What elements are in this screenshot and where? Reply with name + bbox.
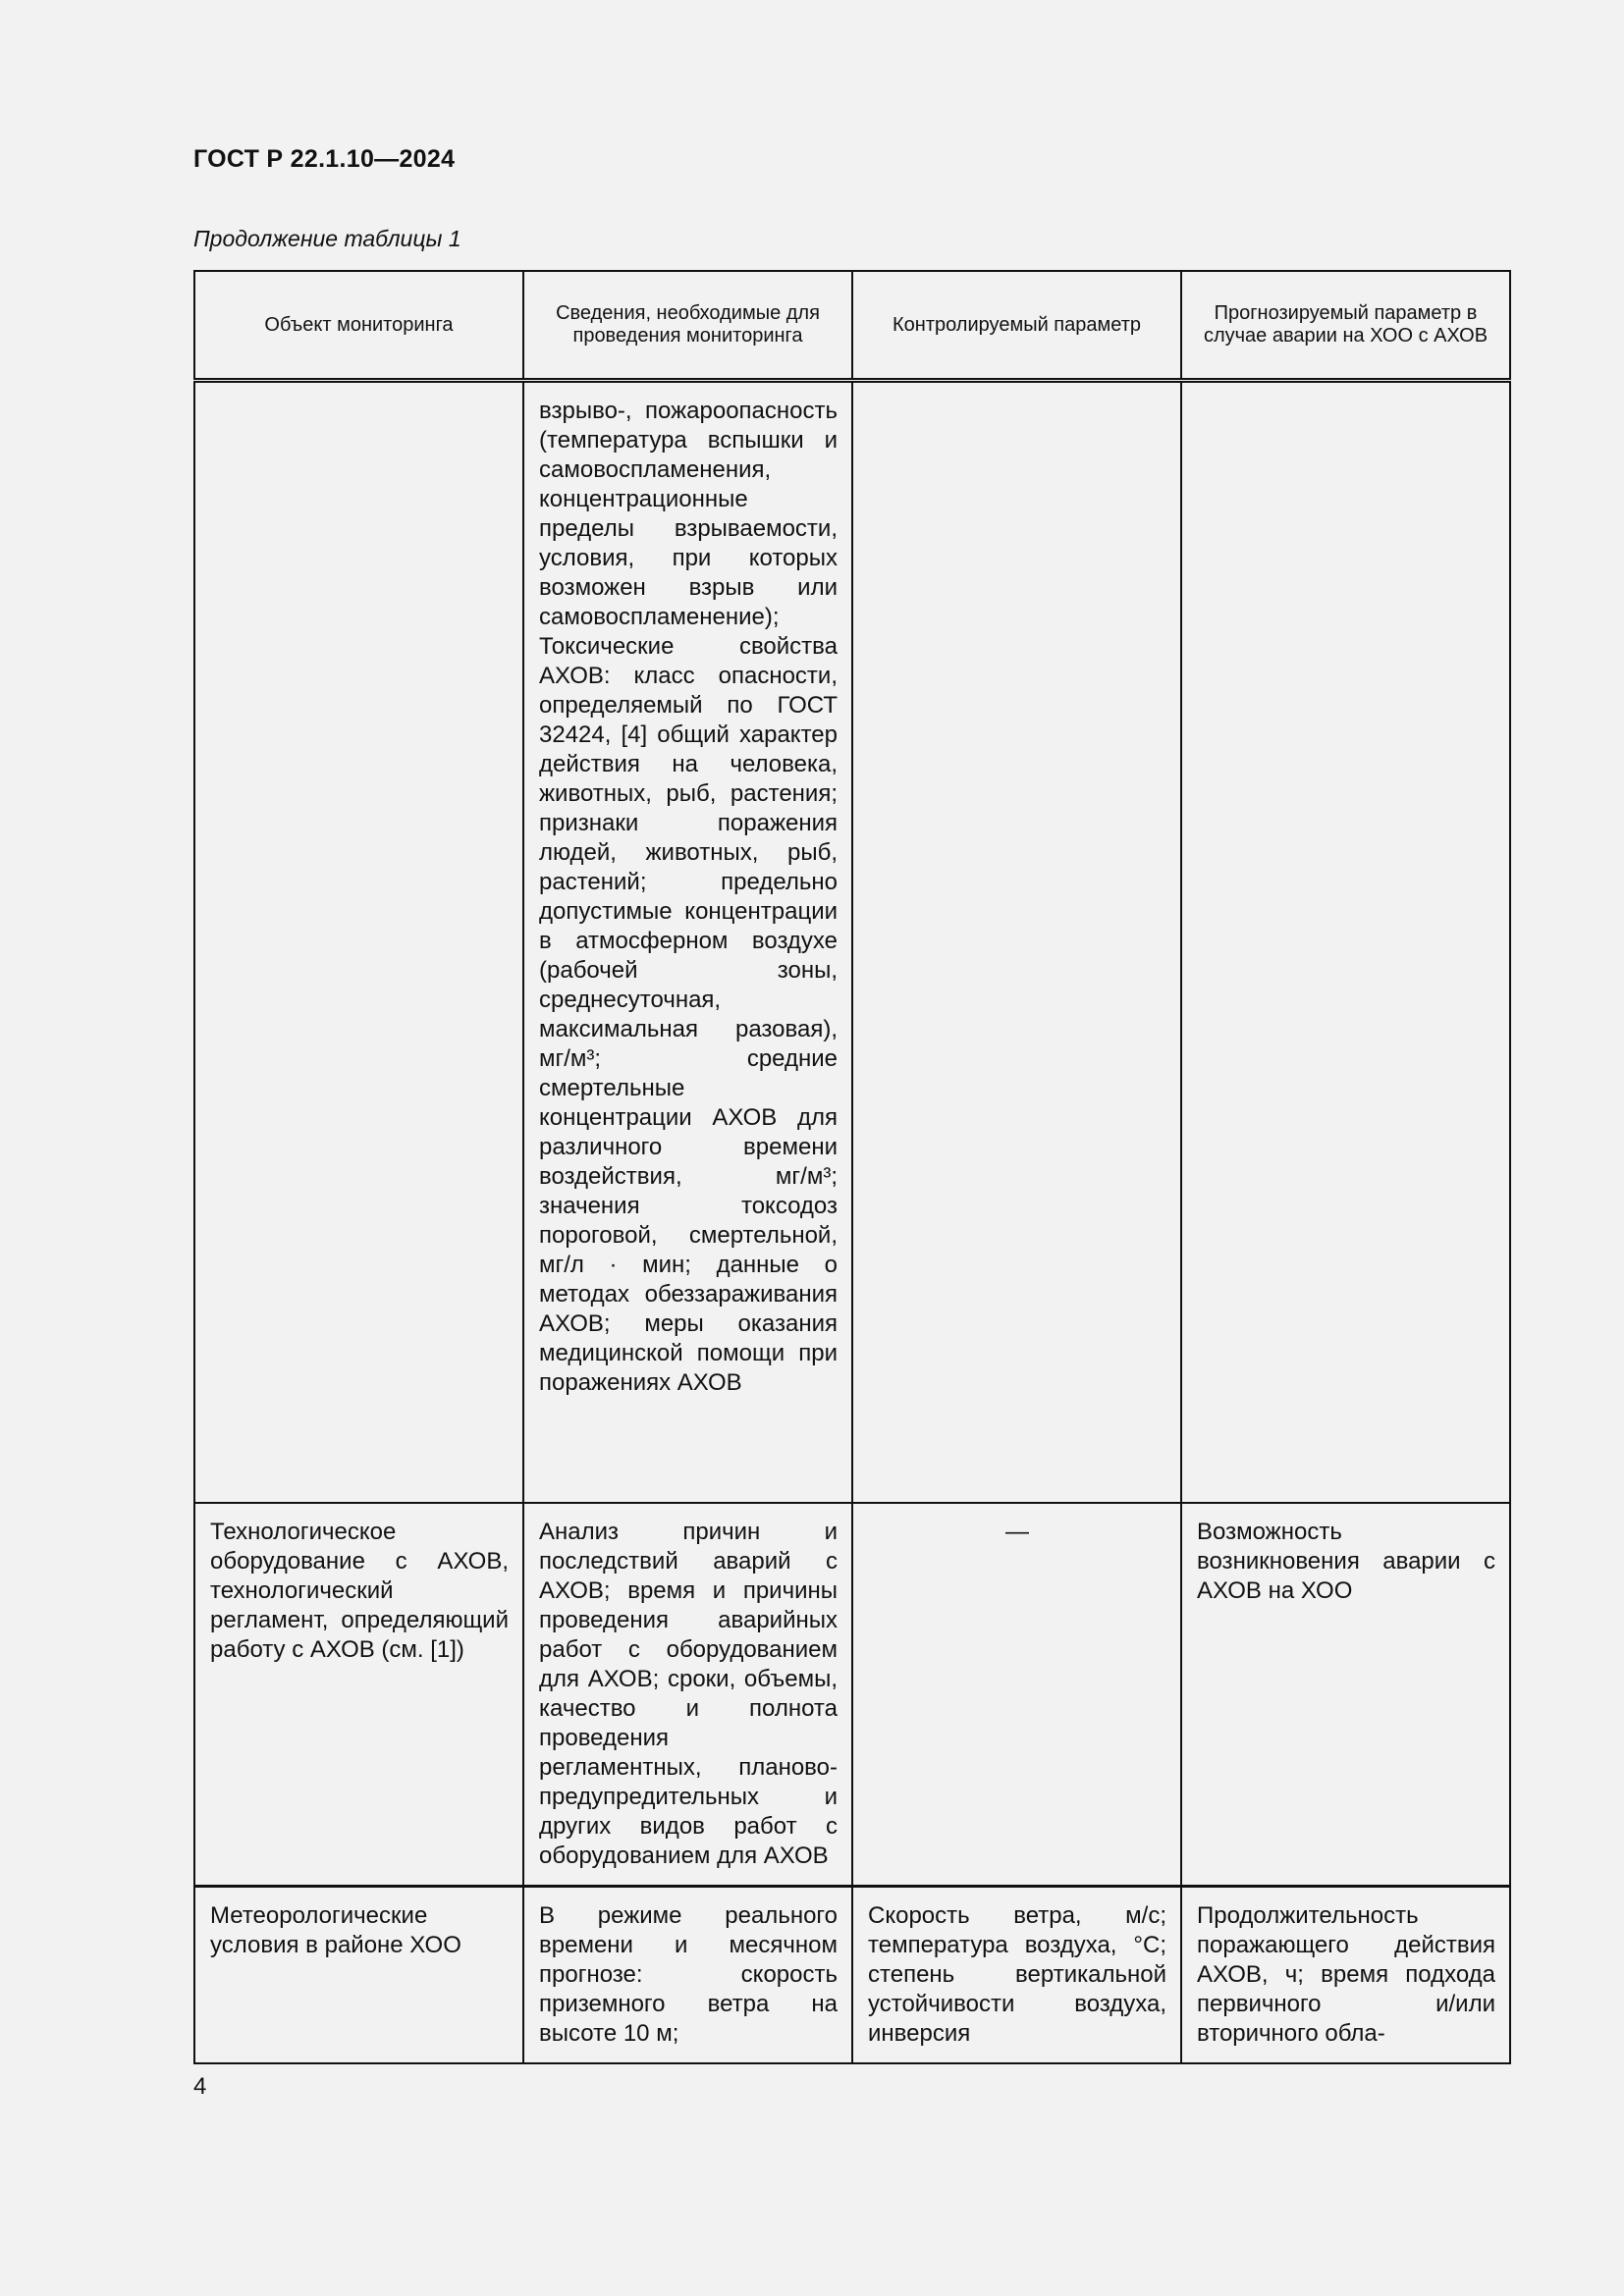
table-header-row [194, 271, 1510, 381]
cell-info: взрыво-, пожароопасность (температура вспышки и самовоспламенения, концентрационные пределы взрываемости, условия, при которых возможен взрыв или самовоспламенение); Токсические свойства АХОВ: класс опасности, определяемый по ГОСТ 32424, [4] общий характер действия на человека, животных, рыб, растения; признаки поражения людей, животных, рыб, растений; предельно допустимые концентрации в атмосферном воздухе (рабочей зоны, среднесуточная, максимальная разовая), мг/м³; средние смертельные концентрации АХОВ для различного времени воздействия, мг/м³; значения токсодоз пороговой, смертельной, мг/л · мин; данные о методах обеззараживания АХОВ; меры оказания медицинской помощи при поражениях АХОВ [523, 381, 852, 1504]
column-header-info: Сведения, необходимые для проведения мониторинга [523, 271, 852, 381]
table-caption: Продолжение таблицы 1 [193, 226, 461, 251]
document-code-header: ГОСТ Р 22.1.10—2024 [193, 145, 456, 173]
column-header-object: Объект мониторинга [194, 271, 523, 381]
cell-info: Анализ причин и последствий аварий с АХОВ; время и причины проведения аварийных работ с оборудованием для АХОВ; сроки, объемы, качество и полнота проведения регламентных, планово-предупредительных и других видов работ с оборудованием для АХОВ [523, 1503, 852, 1887]
table-row [194, 381, 1510, 1504]
table-row [194, 1887, 1510, 2064]
cell-controlled-parameter: Скорость ветра, м/с; температура воздуха, °С; степень вертикальной устойчивости воздуха, инверсия [852, 1887, 1181, 2064]
cell-info: В режиме реального времени и месячном прогнозе: скорость приземного ветра на высоте 10 м; [523, 1887, 852, 2064]
cell-forecast-parameter: Продолжительность поражающего действия АХОВ, ч; время подхода первичного и/или вторичного обла- [1181, 1887, 1510, 2064]
cell-forecast-parameter: Возможность возникновения аварии с АХОВ на ХОО [1181, 1503, 1510, 1887]
column-header-forecast-parameter: Прогнозируемый параметр в случае аварии на ХОО с АХОВ [1181, 271, 1510, 381]
table-row [194, 1503, 1510, 1887]
cell-controlled-parameter [852, 381, 1181, 1504]
cell-object [194, 381, 523, 1504]
cell-object: Технологическое оборудование с АХОВ, технологический регламент, определяющий работу с АХОВ (см. [1]) [194, 1503, 523, 1887]
cell-controlled-parameter: — [852, 1503, 1181, 1887]
monitoring-table [193, 270, 1511, 2064]
column-header-controlled-parameter: Контролируемый параметр [852, 271, 1181, 381]
cell-object: Метеорологические условия в районе ХОО [194, 1887, 523, 2064]
cell-forecast-parameter [1181, 381, 1510, 1504]
page-number: 4 [193, 2073, 207, 2100]
